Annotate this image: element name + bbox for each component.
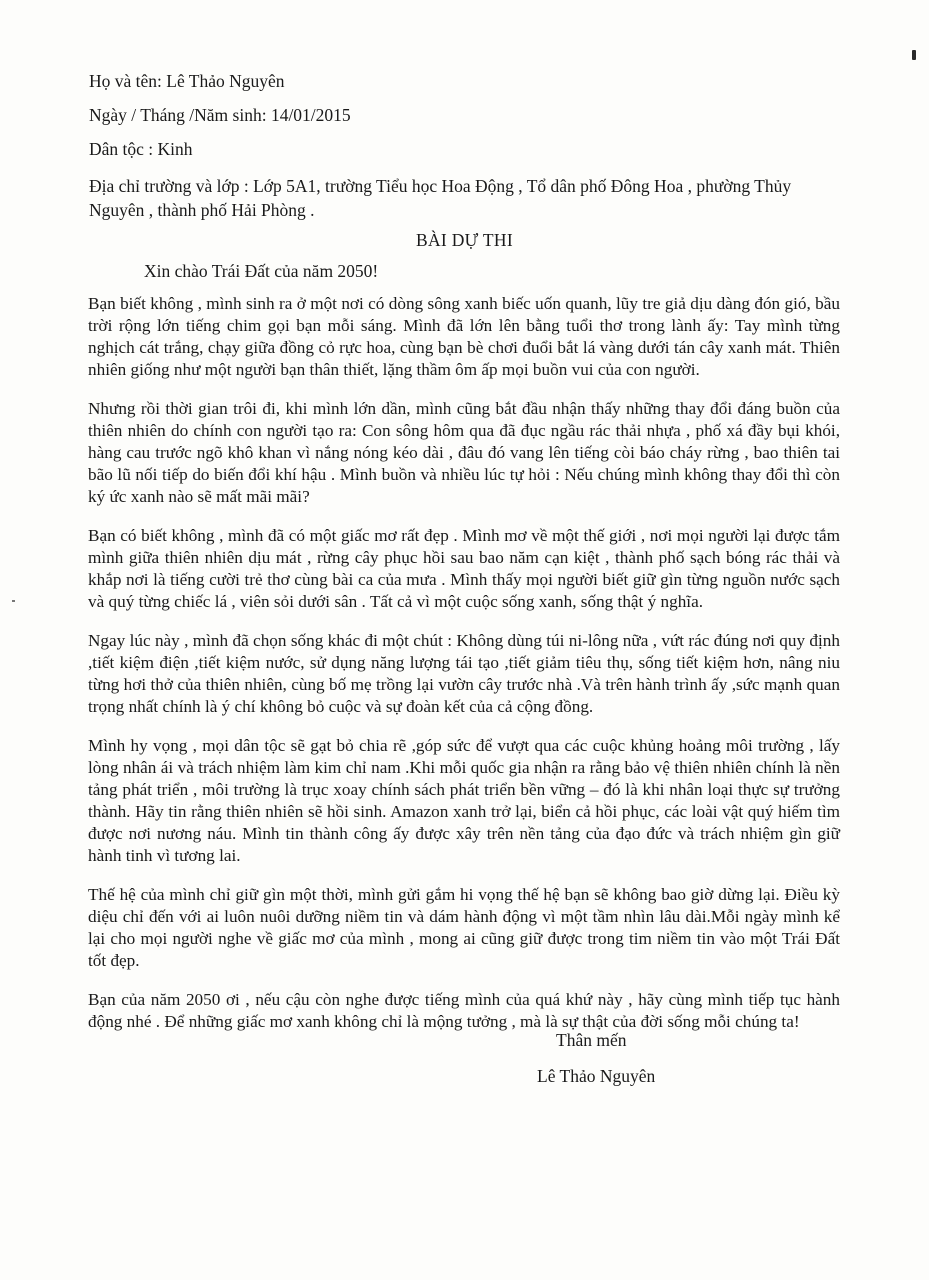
essay-title: BÀI DỰ THI bbox=[416, 230, 513, 250]
scan-speck bbox=[912, 50, 916, 60]
paragraph-actions: Ngay lúc này , mình đã chọn sống khác đi một chút : Không dùng túi ni-lông nữa , vứt rác đúng nơi quy định ,tiết kiệm điện ,tiết kiệm nước, sử dụng năng lượng tái tạo ,tiết giảm tiêu thụ, sống tiết kiệm hơn, nâng niu từng hơi thở của thiên nhiên, cùng bố mẹ trồng lại vườn cây trước nhà .Và trên hành trình ấy ,sức mạnh quan trọng nhất chính là ý chí không bỏ cuộc và sự đoàn kết của cả cộng đồng. bbox=[88, 631, 840, 716]
paragraph-childhood: Bạn biết không , mình sinh ra ở một nơi có dòng sông xanh biếc uốn quanh, lũy tre giả dịu dàng đón gió, bầu trời rộng lớn tiếng chim gọi bạn mỗi sáng. Mình đã lớn lên bằng tuổi thơ trong lành ấy: Tay mình từng nghịch cát trắng, chạy giữa đồng cỏ rực hoa, cùng bạn bè chơi đuổi bắt lá vàng dưới tán cây xanh mát. Thiên nhiên giống như một người bạn thân thiết, lặng thầm ôm ấp mọi buồn vui của con người. bbox=[88, 294, 840, 379]
paragraph-changes: Nhưng rồi thời gian trôi đi, khi mình lớn dần, mình cũng bắt đầu nhận thấy những thay đổi đáng buồn của thiên nhiên do chính con người tạo ra: Con sông hôm qua đã đục ngầu rác thải nhựa , phố xá đầy bụi khói, hàng cau trước ngõ khô khan vì nắng nóng kéo dài , đâu đó vang lên tiếng còi báo cháy rừng , bao thiên tai bão lũ nối tiếp do biến đổi khí hậu . Mình buồn và nhiều lúc tự hỏi : Nếu chúng mình không thay đổi thì còn ký ức xanh nào sẽ mất mãi mãi? bbox=[88, 399, 840, 506]
paragraph-hope: Mình hy vọng , mọi dân tộc sẽ gạt bỏ chia rẽ ,góp sức để vượt qua các cuộc khủng hoảng môi trường , lấy lòng nhân ái và trách nhiệm làm kim chỉ nam .Khi mỗi quốc gia nhận ra rằng bảo vệ thiên nhiên chính là nền tảng phát triển , môi trường là trục xoay chính sách phát triển bền vững – đó là khi nhân loại thực sự trưởng thành. Hãy tin rằng thiên nhiên sẽ hồi sinh. Amazon xanh trở lại, biển cả hồi phục, các loài vật quý hiếm tìm được nơi nương náu. Mình tin thành công ấy được xây trên nền tảng của đạo đức và trách nhiệm gìn giữ hành tinh vì tương lai. bbox=[88, 736, 840, 865]
school-address-line: Địa chỉ trường và lớp : Lớp 5A1, trường Tiểu học Hoa Động , Tổ dân phố Đông Hoa , phường Thủy Nguyên , thành phố Hải Phòng . bbox=[89, 176, 792, 220]
student-dob-line: Ngày / Tháng /Năm sinh: 14/01/2015 bbox=[89, 105, 351, 125]
student-ethnicity-line: Dân tộc : Kinh bbox=[89, 139, 193, 159]
letter-closing: Thân mến bbox=[556, 1030, 627, 1050]
scan-dot bbox=[12, 600, 15, 602]
letter-body bbox=[88, 293, 840, 1050]
paragraph-dream: Bạn có biết không , mình đã có một giấc mơ rất đẹp . Mình mơ về một thế giới , nơi mọi người lại được tắm mình giữa thiên nhiên dịu mát , rừng cây phục hồi sau bao năm cạn kiệt , thành phố sạch bóng rác thải và khắp nơi là tiếng cười trẻ thơ cùng bài ca của mưa . Mình thấy mọi người biết giữ gìn từng nguồn nước sạch và quý từng chiếc lá , viên sỏi dưới sân . Tất cả vì một cuộc sống xanh, sống thật ý nghĩa. bbox=[88, 526, 840, 611]
student-name-line: Họ và tên: Lê Thảo Nguyên bbox=[89, 71, 285, 91]
letter-greeting: Xin chào Trái Đất của năm 2050! bbox=[144, 261, 379, 281]
student-info bbox=[89, 72, 849, 222]
paragraph-generation: Thế hệ của mình chỉ giữ gìn một thời, mình gửi gắm hi vọng thế hệ bạn sẽ không bao giờ dừng lại. Điều kỳ diệu chỉ đến với ai luôn nuôi dưỡng niềm tin và dám hành động vì một tầm nhìn lâu dài.Mỗi ngày mình kể lại cho mọi người nghe về giấc mơ của mình , mong ai cũng giữ được trong tim niềm tin vào một Trái Đất tốt đẹp. bbox=[88, 885, 840, 970]
paragraph-call-to-action: Bạn của năm 2050 ơi , nếu cậu còn nghe được tiếng mình của quá khứ này , hãy cùng mình tiếp tục hành động nhé . Để những giấc mơ xanh không chỉ là mộng tưởng , mà là sự thật của đời sống mỗi chúng ta! bbox=[88, 990, 840, 1031]
letter-signature: Lê Thảo Nguyên bbox=[537, 1066, 656, 1086]
